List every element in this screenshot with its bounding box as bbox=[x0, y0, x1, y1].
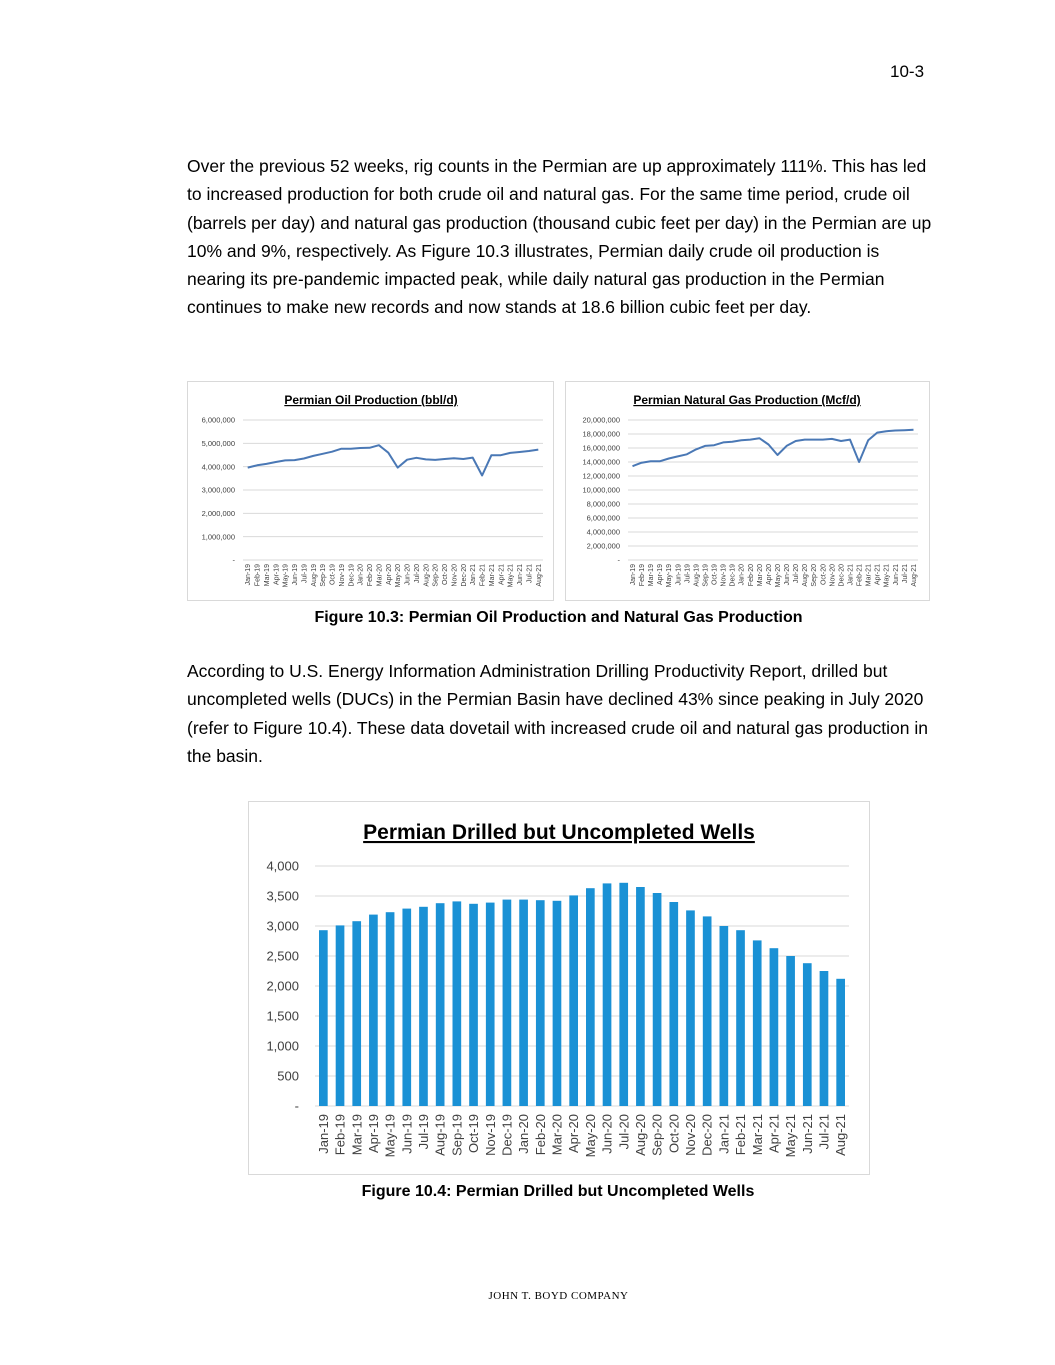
bar-Apr-20 bbox=[569, 895, 578, 1106]
bar-Apr-19 bbox=[369, 915, 378, 1106]
y-tick-label: 1,500 bbox=[266, 1008, 299, 1024]
bar-Apr-21 bbox=[770, 948, 779, 1106]
figure-10-4-caption: Figure 10.4: Permian Drilled but Uncompleted Wells bbox=[361, 1183, 755, 1200]
x-tick-label: Dec-19 bbox=[729, 564, 737, 587]
x-tick-label: Aug-21 bbox=[833, 1114, 849, 1156]
y-tick-label: 6,000,000 bbox=[201, 415, 235, 425]
y-tick-label: 8,000,000 bbox=[586, 499, 620, 509]
x-tick-label: Feb-21 bbox=[856, 564, 864, 587]
y-tick-label: 3,500 bbox=[266, 888, 299, 904]
x-tick-label: Jan-19 bbox=[315, 1114, 331, 1154]
x-tick-label: Nov-20 bbox=[829, 564, 837, 587]
y-tick-label: 500 bbox=[277, 1068, 299, 1084]
bar-Jun-19 bbox=[402, 909, 411, 1106]
x-tick-label: Jul-20 bbox=[413, 564, 421, 584]
x-tick-label: Feb-20 bbox=[367, 564, 375, 587]
x-tick-label: Sep-20 bbox=[432, 564, 440, 587]
bar-Jul-19 bbox=[419, 907, 428, 1106]
y-tick-label: 4,000 bbox=[266, 858, 299, 874]
x-tick-label: Oct-19 bbox=[329, 564, 337, 586]
x-tick-label: Jul-21 bbox=[526, 564, 534, 584]
x-tick-label: Aug-21 bbox=[535, 564, 543, 587]
bar-Mar-21 bbox=[753, 940, 762, 1106]
x-tick-label: Jul-21 bbox=[901, 564, 909, 584]
bar-May-20 bbox=[586, 888, 595, 1106]
x-tick-label: Mar-21 bbox=[488, 564, 496, 587]
x-tick-label: Jan-21 bbox=[847, 564, 855, 586]
bar-Feb-20 bbox=[536, 900, 545, 1106]
y-tick-label: 18,000,000 bbox=[582, 429, 620, 439]
x-tick-label: Mar-21 bbox=[865, 564, 873, 587]
x-tick-label: Sep-20 bbox=[649, 1114, 665, 1156]
x-tick-label: Apr-19 bbox=[273, 564, 281, 586]
x-tick-label: Mar-20 bbox=[756, 564, 764, 587]
x-tick-label: Oct-20 bbox=[442, 564, 450, 586]
x-tick-label: Jun-19 bbox=[399, 1114, 415, 1154]
paragraph-duc-wells: According to U.S. Energy Information Administration Drilling Productivity Report, drilled but uncompleted wells (DUCs) in the Permian Basin have declined 43% since peaking in July 2020 (refer to Figure 10.4). These data dovetail with increased crude oil and natural gas production in the basin. bbox=[187, 661, 928, 766]
x-tick-label: Aug-20 bbox=[423, 564, 431, 587]
gas-production-chart bbox=[565, 381, 930, 601]
duc-wells-chart-svg bbox=[249, 802, 869, 1174]
x-tick-label: Apr-19 bbox=[365, 1114, 381, 1154]
x-tick-label: Sep-20 bbox=[811, 564, 819, 587]
bar-Oct-20 bbox=[669, 902, 678, 1106]
y-tick-label: 14,000,000 bbox=[582, 457, 620, 467]
x-tick-label: Jun-20 bbox=[599, 1114, 615, 1154]
x-tick-label: Jul-21 bbox=[816, 1114, 832, 1150]
x-tick-label: Oct-20 bbox=[820, 564, 828, 586]
y-tick-label: 1,000 bbox=[266, 1038, 299, 1054]
bar-Jun-21 bbox=[803, 963, 812, 1106]
oil-production-chart-svg bbox=[188, 382, 553, 600]
x-tick-label: Apr-21 bbox=[874, 564, 882, 586]
bar-Jul-21 bbox=[820, 971, 829, 1106]
x-tick-label: Mar-19 bbox=[263, 564, 271, 587]
x-tick-label: Apr-19 bbox=[657, 564, 665, 586]
bar-Nov-20 bbox=[686, 910, 695, 1106]
x-tick-label: Oct-20 bbox=[666, 1114, 682, 1154]
x-tick-label: Dec-19 bbox=[499, 1114, 515, 1156]
x-tick-label: Nov-19 bbox=[720, 564, 728, 587]
x-tick-label: Oct-19 bbox=[711, 564, 719, 586]
y-tick-label: 5,000,000 bbox=[201, 438, 235, 448]
y-tick-label: - bbox=[294, 1098, 299, 1114]
x-tick-label: Apr-21 bbox=[766, 1114, 782, 1154]
y-tick-label: - bbox=[617, 555, 620, 565]
bar-Mar-20 bbox=[553, 901, 562, 1106]
x-tick-label: Aug-19 bbox=[310, 564, 318, 587]
x-tick-label: Jan-21 bbox=[716, 1114, 732, 1154]
x-tick-label: May-20 bbox=[774, 564, 782, 588]
chart-title: Permian Natural Gas Production (Mcf/d) bbox=[633, 393, 861, 407]
x-tick-label: Mar-20 bbox=[376, 564, 384, 587]
x-tick-label: Mar-19 bbox=[648, 564, 656, 587]
y-tick-label: 1,000,000 bbox=[201, 532, 235, 542]
x-tick-label: Apr-20 bbox=[765, 564, 773, 586]
x-tick-label: Feb-21 bbox=[733, 1114, 749, 1156]
x-tick-label: Apr-20 bbox=[566, 1114, 582, 1154]
y-tick-label: 2,000,000 bbox=[586, 541, 620, 551]
oil-production-chart bbox=[187, 381, 554, 601]
chart-title: Permian Oil Production (bbl/d) bbox=[284, 393, 458, 407]
x-tick-label: Jan-21 bbox=[470, 564, 478, 586]
x-tick-label: Feb-19 bbox=[639, 564, 647, 587]
bar-Dec-19 bbox=[503, 900, 512, 1106]
x-tick-label: Aug-20 bbox=[802, 564, 810, 587]
x-tick-label: May-20 bbox=[395, 564, 403, 588]
x-tick-label: Dec-20 bbox=[699, 1114, 715, 1156]
x-tick-label: Jan-20 bbox=[516, 1114, 532, 1154]
y-tick-label: 2,000 bbox=[266, 978, 299, 994]
bar-May-19 bbox=[386, 912, 395, 1106]
y-tick-label: 10,000,000 bbox=[582, 485, 620, 495]
y-tick-label: 3,000,000 bbox=[201, 485, 235, 495]
x-tick-label: Jun-20 bbox=[404, 564, 412, 586]
bar-Jan-20 bbox=[519, 900, 528, 1106]
y-tick-label: 6,000,000 bbox=[586, 513, 620, 523]
x-tick-label: Apr-20 bbox=[385, 564, 393, 586]
x-tick-label: Dec-19 bbox=[348, 564, 356, 587]
x-tick-label: Feb-20 bbox=[747, 564, 755, 587]
duc-wells-chart bbox=[248, 801, 870, 1175]
y-tick-label: 4,000,000 bbox=[201, 462, 235, 472]
x-tick-label: May-20 bbox=[582, 1114, 598, 1158]
x-tick-label: Jan-19 bbox=[629, 564, 637, 586]
bar-Nov-19 bbox=[486, 903, 495, 1106]
x-tick-label: Mar-20 bbox=[549, 1114, 565, 1156]
y-tick-label: 4,000,000 bbox=[586, 527, 620, 537]
x-tick-label: Jun-21 bbox=[799, 1114, 815, 1154]
x-tick-label: Apr-21 bbox=[498, 564, 506, 586]
x-tick-label: Aug-19 bbox=[432, 1114, 448, 1156]
x-tick-label: Aug-21 bbox=[910, 564, 918, 587]
x-tick-label: Jul-19 bbox=[301, 564, 309, 584]
chart-title: Permian Drilled but Uncompleted Wells bbox=[363, 821, 755, 844]
x-tick-label: May-21 bbox=[883, 564, 891, 588]
y-tick-label: 12,000,000 bbox=[582, 471, 620, 481]
bar-Aug-21 bbox=[836, 979, 845, 1106]
x-tick-label: Oct-19 bbox=[466, 1114, 482, 1154]
bar-Feb-21 bbox=[736, 930, 745, 1106]
x-tick-label: Feb-19 bbox=[254, 564, 262, 587]
x-tick-label: Sep-19 bbox=[702, 564, 710, 587]
x-tick-label: Nov-19 bbox=[482, 1114, 498, 1156]
x-tick-label: Jul-20 bbox=[793, 564, 801, 584]
x-tick-label: Jul-19 bbox=[416, 1114, 432, 1150]
x-tick-label: Jan-20 bbox=[738, 564, 746, 586]
bar-Jan-21 bbox=[720, 926, 729, 1106]
bar-Mar-19 bbox=[352, 921, 361, 1106]
x-tick-label: Jun-21 bbox=[892, 564, 900, 586]
x-tick-label: May-19 bbox=[666, 564, 674, 588]
x-tick-label: Sep-19 bbox=[320, 564, 328, 587]
x-tick-label: Aug-19 bbox=[693, 564, 701, 587]
bar-Jan-19 bbox=[319, 930, 328, 1106]
x-tick-label: Feb-20 bbox=[532, 1114, 548, 1156]
bar-Jun-20 bbox=[603, 883, 612, 1106]
x-tick-label: Jun-21 bbox=[517, 564, 525, 586]
x-tick-label: Jun-19 bbox=[292, 564, 300, 586]
y-tick-label: 2,000,000 bbox=[201, 508, 235, 518]
x-tick-label: Jan-20 bbox=[357, 564, 365, 586]
y-tick-label: 16,000,000 bbox=[582, 443, 620, 453]
x-tick-label: Dec-20 bbox=[460, 564, 468, 587]
x-tick-label: May-21 bbox=[507, 564, 515, 588]
x-tick-label: May-19 bbox=[382, 1114, 398, 1158]
x-tick-label: Nov-19 bbox=[338, 564, 346, 587]
x-tick-label: Nov-20 bbox=[683, 1114, 699, 1156]
bar-Sep-19 bbox=[453, 901, 462, 1106]
x-tick-label: Feb-19 bbox=[332, 1114, 348, 1156]
y-tick-label: 20,000,000 bbox=[582, 415, 620, 425]
bar-Feb-19 bbox=[336, 925, 345, 1106]
y-tick-label: 2,500 bbox=[266, 948, 299, 964]
x-tick-label: Aug-20 bbox=[632, 1114, 648, 1156]
x-tick-label: May-19 bbox=[282, 564, 290, 588]
page-number: 10-3 bbox=[890, 62, 925, 81]
footer-company-name: JOHN T. BOYD COMPANY bbox=[488, 1290, 629, 1302]
bar-Oct-19 bbox=[469, 904, 478, 1106]
bar-Aug-20 bbox=[636, 887, 645, 1106]
x-tick-label: Jul-20 bbox=[616, 1114, 632, 1150]
x-tick-label: Nov-20 bbox=[451, 564, 459, 587]
figure-10-3-caption: Figure 10.3: Permian Oil Production and Natural Gas Production bbox=[314, 609, 803, 626]
x-tick-label: Sep-19 bbox=[449, 1114, 465, 1156]
paragraph-rig-counts: Over the previous 52 weeks, rig counts in the Permian are up approximately 111%. This has led to increased production for both crude oil and natural gas. For the same time period, crude oil (barrels per day) and natural gas production (thousand cubic feet per day) in the Permian are up 10% and 9%, respectively. As Figure 10.3 illustrates, Permian daily crude oil production is nearing its pre-pandemic impacted peak, while daily natural gas production in the Permian continues to make new records and now stands at 18.6 billion cubic feet per day. bbox=[187, 156, 932, 318]
series-line bbox=[248, 445, 539, 475]
x-tick-label: Jan-19 bbox=[245, 564, 253, 586]
x-tick-label: May-21 bbox=[783, 1114, 799, 1158]
x-tick-label: Mar-21 bbox=[749, 1114, 765, 1156]
x-tick-label: Jun-19 bbox=[675, 564, 683, 586]
x-tick-label: Feb-21 bbox=[479, 564, 487, 587]
x-tick-label: Jul-19 bbox=[684, 564, 692, 584]
y-tick-label: - bbox=[232, 555, 235, 565]
x-tick-label: Mar-19 bbox=[349, 1114, 365, 1156]
gas-production-chart-svg bbox=[566, 382, 929, 600]
x-tick-label: Jun-20 bbox=[784, 564, 792, 586]
bar-Aug-19 bbox=[436, 903, 445, 1106]
y-tick-label: 3,000 bbox=[266, 918, 299, 934]
x-tick-label: Dec-20 bbox=[838, 564, 846, 587]
bar-Dec-20 bbox=[703, 916, 712, 1106]
bar-Sep-20 bbox=[653, 893, 662, 1106]
bar-Jul-20 bbox=[619, 883, 628, 1106]
bar-May-21 bbox=[786, 956, 795, 1106]
